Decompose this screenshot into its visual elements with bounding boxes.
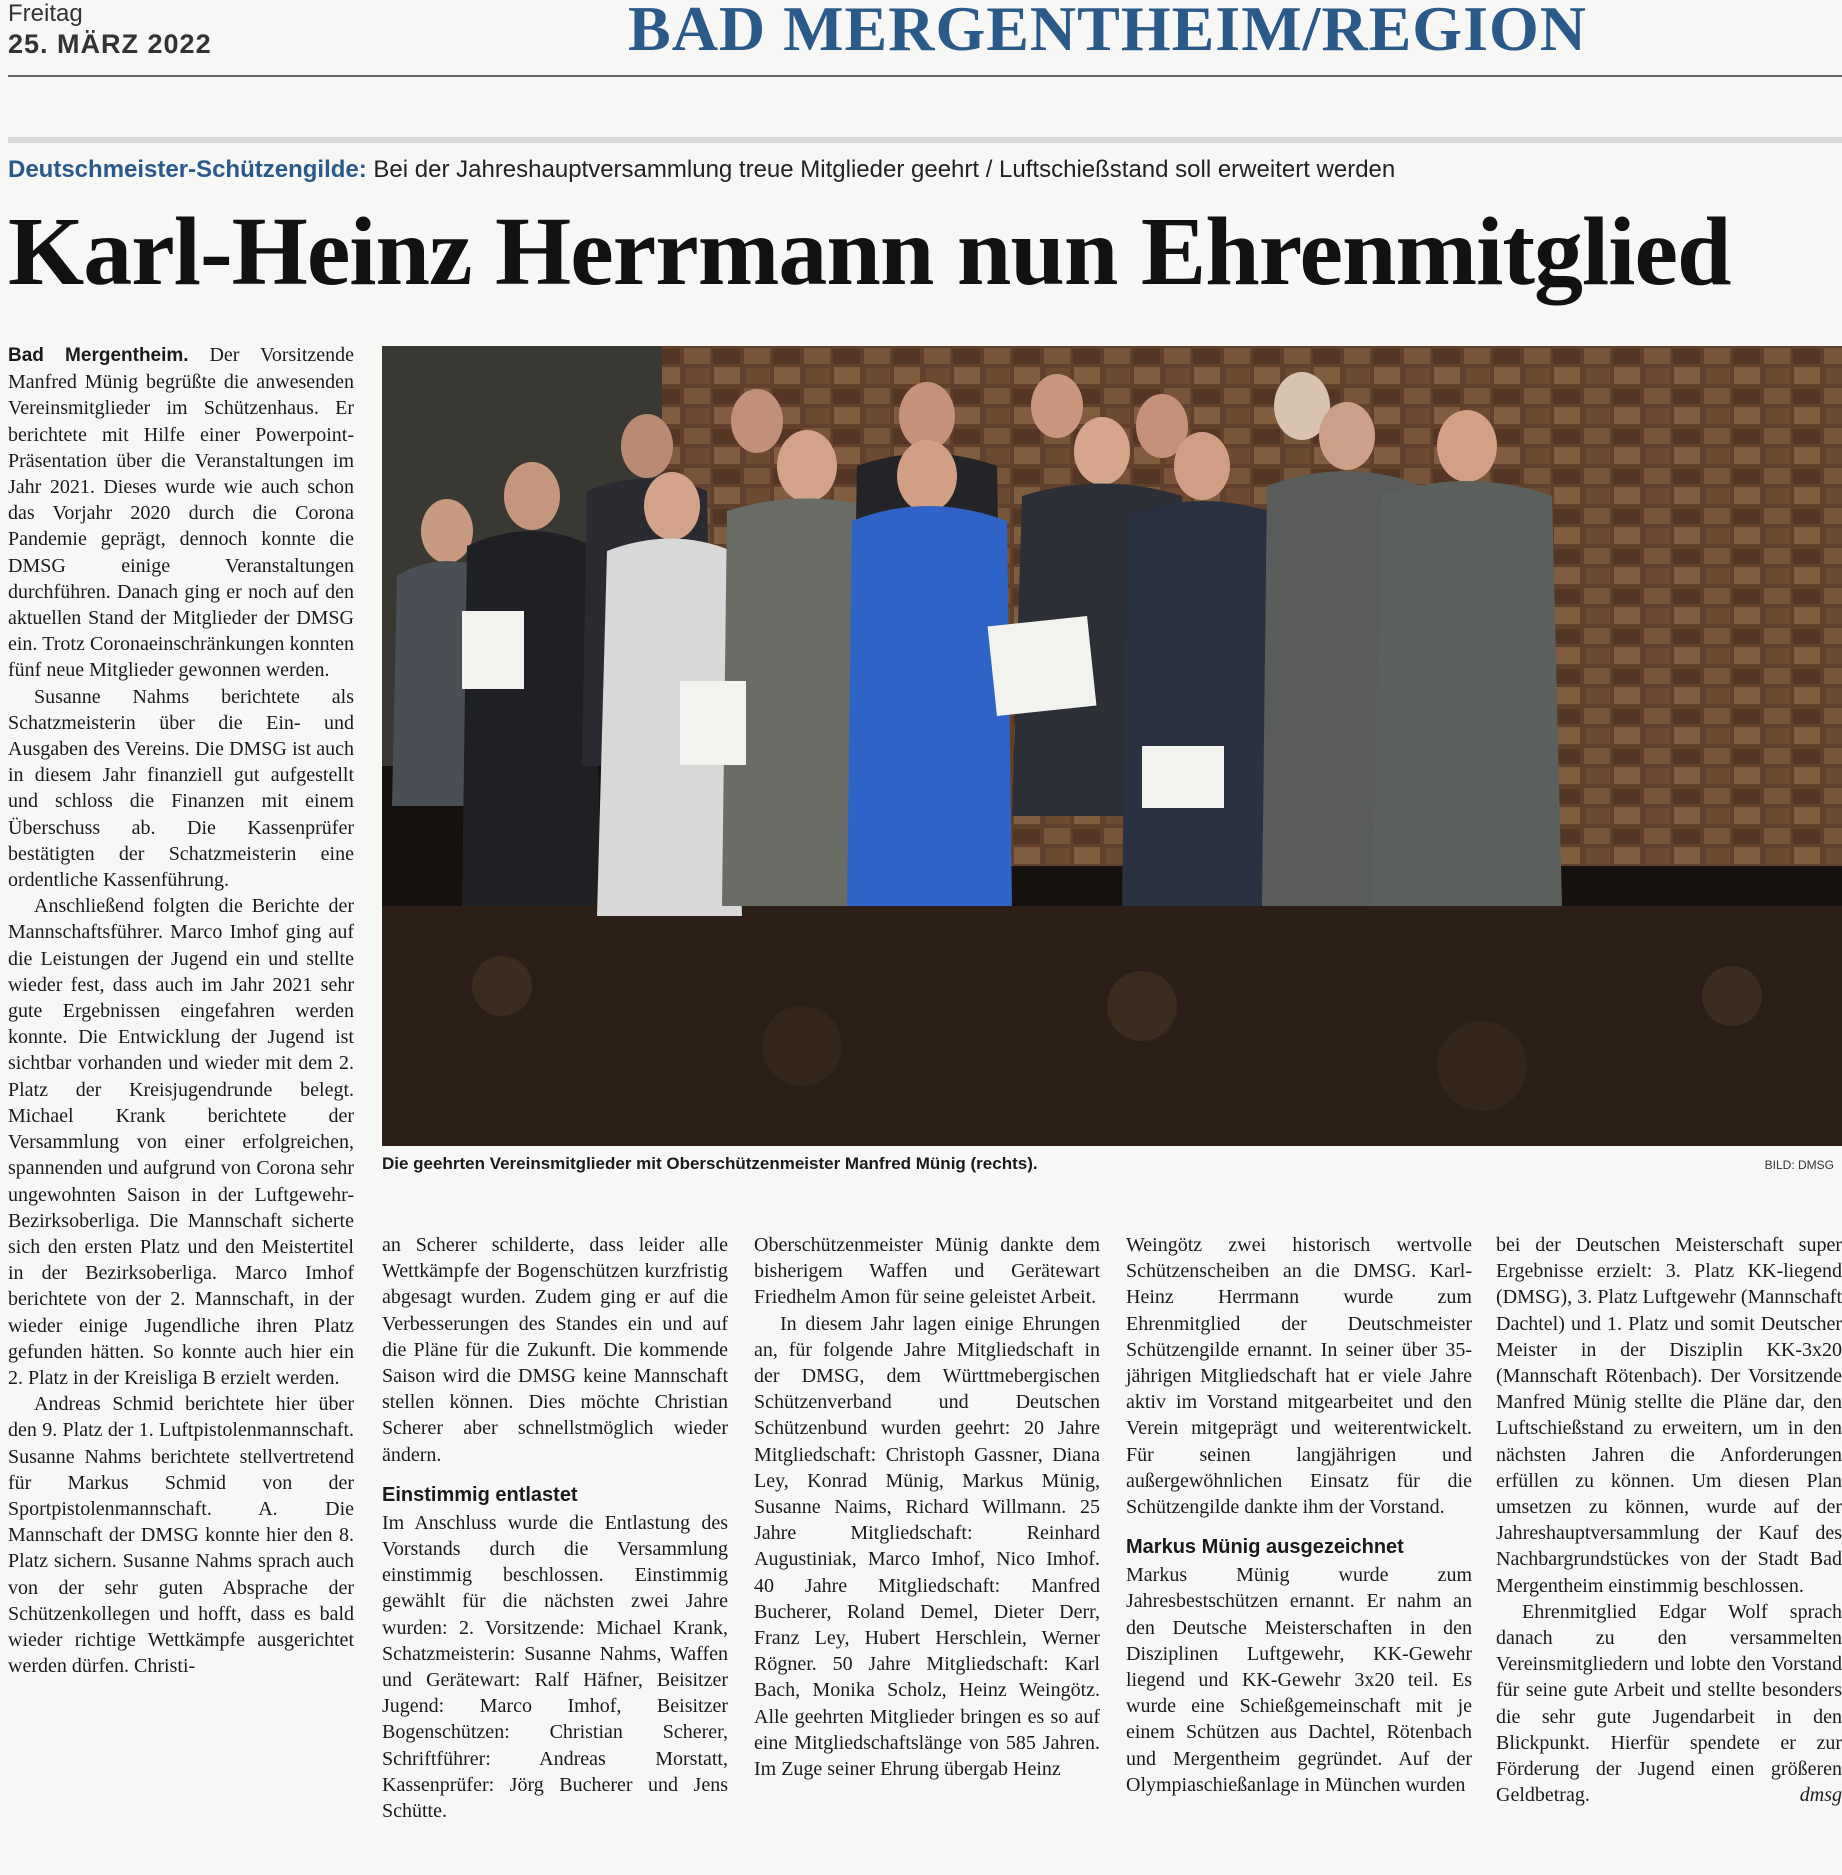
paragraph: Im Anschluss wurde die Entlastung des Vorstands durch die Versammlung einstimmig beschlossen. Einstimmig gewählt für die nächsten zwei Jahre wurden: 2. Vorsitzende: Michael Krank, Schatzmeisterin: Susanne Nahms, Waffen und Gerätewart: Ralf Häfner, Beisitzer Jugend: Marco Imhof, Beisitzer Bogenschützen: Christian Scherer, Schriftführer: Andreas Morstatt, Kassenprüfer: Jörg Bucherer und Jens Schütte. [382, 1511, 728, 1823]
paragraph: bei der Deutschen Meisterschaft super Ergebnisse erzielt: 3. Platz KK-liegend (DMSG), 3. Platz Luftgewehr (Mannschaft Dachtel) und 1. Platz und somit Deutscher Meister in der Disziplin KK-3x20 (Mannschaft Rötenbach). Der Vorsitzende Manfred Münig stellte die Pläne dar, den Luftschießstand zu erweitern, um in den nächsten Jahren die Anforderungen erfüllen zu können. Um diesen Plan umsetzen zu können, wurde auf der Jahreshauptversammlung der Kauf des Nachbargrundstückes von der Stadt Bad Mergentheim einstimmig beschlossen. [1496, 1234, 1842, 1597]
kicker-text: Bei der Jahreshauptversammlung treue Mitglieder geehrt / Luftschießstand soll erweitert werden [373, 156, 1396, 183]
photo-caption: Die geehrten Vereinsmitglieder mit Oberschützenmeister Manfred Münig (rechts). [382, 1154, 1038, 1173]
paragraph: Weingötz zwei historisch wertvolle Schützenscheiben an die DMSG. Karl-Heinz Herrmann wurde zum Ehrenmitglied der Deutschmeister Schützengilde ernannt. In seiner über 35-jährigen Mitgliedschaft hat er viele Jahre aktiv im Vorstand mitgearbeitet und den Verein mitgeprägt und weiterentwickelt. Für seinen langjährigen und außergewöhnlichen Einsatz für die Schützengilde dankte ihm der Vorstand. [1126, 1234, 1472, 1519]
paragraph: Andreas Schmid berichtete hier über den 9. Platz der 1. Luftpistolenmannschaft. Susanne Nahms berichtete stellvertretend für Markus Schmid von der Sportpistolenmannschaft. A. Die Mannschaft der DMSG konnte hier den 8. Platz sichern. Susanne Nahms sprach auch von der sehr guten Absprache der Schützenkollegen und hofft, dass es bald wieder richtige Wettkämpfe ausgerichtet werden dürfen. Christi- [8, 1393, 354, 1678]
article-top-rule [8, 137, 1842, 143]
section-title: BAD MERGENTHEIM/REGION [628, 0, 1587, 64]
group-photo-illustration [382, 346, 1842, 1146]
paragraph: Anschließend folgten die Berichte der Mannschaftsführer. Marco Imhof ging auf die Leistungen der Jugend ein und stellte wieder fest, dass auch im Jahr 2021 sehr gute Ergebnissen eingefahren werden konnte. Die Entwicklung der Jugend ist sichtbar vorhanden und wieder mit dem 2. Platz der Kreisjugendrunde belegt. Michael Krank berichtete der Versammlung von einer erfolgreichen, spannenden und aufgrund von Corona sehr ungewohnten Saison in der Luftgewehr-Bezirksoberliga. Die Mannschaft sicherte sich den ersten Platz und den Meistertitel in der Bezirksoberliga. Marco Imhof berichtete von der 2. Mannschaft, in der wieder einige Jugendliche ihren Platz gefunden hätten. So konnte auch hier ein 2. Platz in der Kreisliga B erzielt werden. [8, 895, 354, 1389]
kicker-label: Deutschmeister-Schützengilde: [8, 156, 367, 183]
article-column-2 [382, 1232, 728, 1824]
paragraph: In diesem Jahr lagen einige Ehrungen an, für folgende Jahre Mitgliedschaft in der DMSG, dem Württmebergischen Schützenverband und Deutschen Schützenbund wurden geehrt: 20 Jahre Mitgliedschaft: Christoph Gassner, Diana Ley, Konrad Münig, Markus Münig, Susanne Naims, Richard Willmann. 25 Jahre Mitgliedschaft: Reinhard Augustiniak, Marco Imhof, Nico Imhof. 40 Jahre Mitgliedschaft: Manfred Bucherer, Roland Demel, Dieter Derr, Franz Ley, Hubert Herschlein, Werner Rögner. 50 Jahre Mitgliedschaft: Karl Bach, Monika Scholz, Heinz Weingötz. Alle geehrten Mitglieder bringen es so auf eine Mitgliedschaftslänge von 585 Jahren. Im Zuge seiner Ehrung übergab Heinz [754, 1312, 1100, 1781]
paragraph: Oberschützenmeister Münig dankte dem bisherigem Waffen und Gerätewart Friedhelm Amon für seine geleistet Arbeit. [754, 1234, 1100, 1309]
issue-date: 25. MÄRZ 2022 [8, 29, 212, 59]
article-column-1 [8, 342, 354, 1679]
masthead-rule [8, 75, 1842, 77]
subhead-einstimmig: Einstimmig entlastet [382, 1483, 578, 1506]
article-column-4 [1126, 1232, 1472, 1798]
paragraph-text: Ehrenmitglied Edgar Wolf sprach danach zu den versammelten Vereinsmitgliedern und lobte den Vorstand für seine gute Arbeit und stellte besonders die sehr gute Jugendarbeit in den Blickpunkt. Hierfür spendete er zur Förderung der Jugend einen größeren Geldbetrag. [1496, 1600, 1842, 1807]
issue-day: Freitag [8, 0, 83, 27]
photo-credit: BILD: DMSG [1764, 1158, 1834, 1172]
subhead-markus: Markus Münig ausgezeichnet [1126, 1536, 1404, 1559]
masthead-date [8, 0, 212, 60]
kicker [8, 155, 1395, 185]
article-photo [382, 346, 1842, 1146]
paragraph: Markus Münig wurde zum Jahresbestschützen ernannt. Er nahm an den Deutsche Meisterschaften in den Disziplinen Luftgewehr, KK-Gewehr liegend und KK-Gewehr 3x20 teil. Es wurde eine Schießgemeinschaft mit je einem Schützen aus Dachtel, Rötenbach und Mergentheim gegründet. Auf der Olympiaschießanlage in München wurden [1126, 1564, 1472, 1796]
paragraph: Susanne Nahms berichtete als Schatzmeisterin über die Ein- und Ausgaben des Vereins. Die DMSG ist auch in diesem Jahr finanziell gut aufgestellt und schloss die Finanzen mit einem Überschuss ab. Die Kassenprüfer bestätigten der Schatzmeisterin eine ordentliche Kassenführung. [8, 685, 354, 892]
paragraph-text: Der Vorsitzende Manfred Münig begrüßte die anwesenden Vereinsmitglieder im Schützenhaus. Er berichtete mit Hilfe einer Powerpoint-Präsentation über die Veranstaltungen im Jahr 2021. Dieses wurde wie auch schon das Vorjahr 2020 durch die Corona Pandemie geprägt, dennoch konnte die DMSG einige Veranstaltungen durchführen. Danach ging er noch auf den aktuellen Stand der Mitglieder der DMSG ein. Trotz Coronaeinschränkungen konnten fünf neue Mitglieder gewonnen werden. [8, 344, 354, 682]
paragraph: an Scherer schilderte, dass leider alle Wettkämpfe der Bogenschützen kurzfristig abgesagt wurden. Zudem ging er auf die Verbesserungen des Standes ein und auf die Pläne für die Zukunft. Die kommende Saison wird die DMSG keine Mannschaft stellen können. Dies möchte Christian Scherer aber schnellstmöglich wieder ändern. [382, 1234, 728, 1466]
article-column-5 [1496, 1232, 1842, 1808]
article-column-3 [754, 1232, 1100, 1782]
dateline: Bad Mergentheim. [8, 345, 189, 366]
paragraph [1496, 1599, 1842, 1809]
headline: Karl-Heinz Herrmann nun Ehrenmitglied [8, 198, 1731, 306]
paragraph [8, 342, 354, 684]
author-credit: dmsg [1799, 1784, 1842, 1807]
